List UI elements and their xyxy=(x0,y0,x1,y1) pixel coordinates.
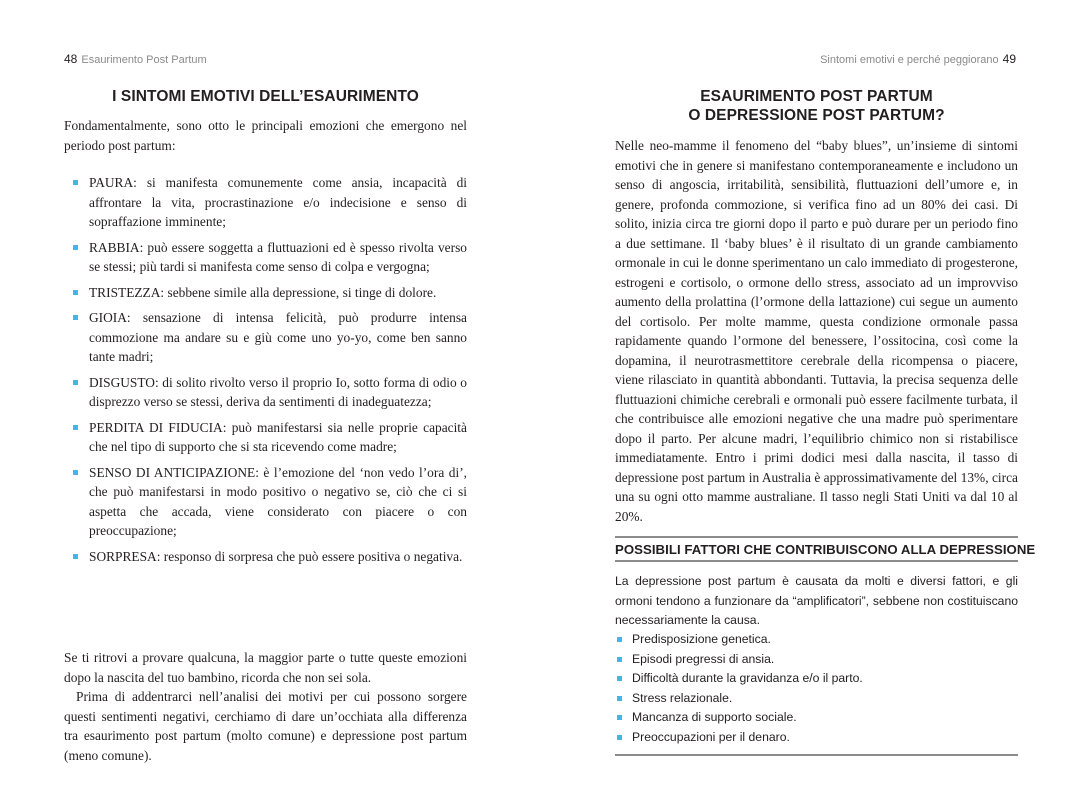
list-item xyxy=(615,728,1018,748)
square-bullet-icon xyxy=(73,554,78,559)
list-item xyxy=(615,630,1018,650)
page-number: 49 xyxy=(1002,52,1016,66)
emotion-description: responso di sorpresa che può essere positiva o negativa. xyxy=(160,548,463,564)
emotion-term: TRISTEZZA: xyxy=(89,284,165,300)
square-bullet-icon xyxy=(73,290,78,295)
emotion-term: SENSO DI ANTICIPAZIONE: xyxy=(89,464,259,480)
closing-text xyxy=(64,648,467,765)
emotion-term: SORPRESA: xyxy=(89,548,161,564)
running-head-title: Esaurimento Post Partum xyxy=(81,54,207,66)
emotion-description: sensazione di intensa felicità, può produrre intensa commozione ma andare su e giù come uno yo-yo, come ben sanno tante madri; xyxy=(89,310,467,364)
heading-line-2: O DEPRESSIONE POST PARTUM? xyxy=(688,107,945,124)
list-item xyxy=(64,418,467,457)
section-heading xyxy=(615,87,1018,125)
closing-paragraph-1: Se ti ritrovi a provare qualcuna, la maggior parte o tutte queste emozioni dopo la nascita del tuo bambino, ricorda che non sei sola. xyxy=(64,650,467,685)
running-head-right xyxy=(820,52,1016,66)
list-item xyxy=(64,308,467,367)
square-bullet-icon xyxy=(73,315,78,320)
square-bullet-icon xyxy=(617,637,622,642)
square-bullet-icon xyxy=(617,735,622,740)
right-page xyxy=(540,0,1080,810)
closing-paragraph-2: Prima di addentrarci nell’analisi dei motivi per cui possono sorgere questi sentimenti negativi, cerchiamo di dare un’occhiata alla differenza tra esaurimento post partum (molto comune) e depressione post partum (meno comune). xyxy=(64,689,467,763)
emotion-term: DISGUSTO: xyxy=(89,374,159,390)
running-head-left xyxy=(64,52,207,66)
body-paragraph: Nelle neo-mamme il fenomeno del “baby blues”, un’insieme di sintomi emotivi che in genere si manifestano contemporaneamente e includono un senso di angoscia, irritabilità, sensibilità, fluttuazioni dell’umore e, in genere, profonda commozione, si verifica fino ad un 80% dei casi. Di solito, inizia circa tre giorni dopo il parto e può durare per un periodo fino a due settimane. Il ‘baby blues’ è il risultato di un grande cambiamento ormonale in cui le donne sperimentano un calo immediato di progesterone, estrogeni e cortisolo, o ormone dello stress, associato ad un improvviso aumento della prolattina (l’ormone della lattazione) cui segue un aumento del cortisolo. Per molte mamme, questa condizione ormonale passa rapidamente quando l’ormone del benessere, l’ossitocina, così come la dopamina, il neurotrasmettitore cerebrale della ricompensa o piacere, viene rilasciato in quantità abbondanti. Tuttavia, la precisa sequenza delle fluttuazioni chimiche cerebrali e ormonali può essere facilmente turbata, il che contribuisce alle emozioni negative che una madre può sperimentare dopo il parto. Per alcune madri, l’equilibrio chimico non si ristabilisce immediatamente. Entro i primi dodici mesi dalla nascita, il tasso di depressione post partum in Australia è approssimativamente del 13%, circa una su ogni otto mamme australiane. Il tasso negli Stati Uniti va dal 10 al 20%. xyxy=(615,138,1018,524)
emotion-description: sebbene simile alla depressione, si tinge di dolore. xyxy=(164,284,437,300)
square-bullet-icon xyxy=(73,380,78,385)
square-bullet-icon xyxy=(617,715,622,720)
list-item xyxy=(64,547,467,567)
factors-box-title: POSSIBILI FATTORI CHE CONTRIBUISCONO ALLA DEPRESSIONE xyxy=(615,536,1018,562)
list-item xyxy=(64,173,467,232)
page-number: 48 xyxy=(64,52,78,66)
square-bullet-icon xyxy=(73,425,78,430)
list-item xyxy=(615,650,1018,670)
factors-list xyxy=(615,630,1018,748)
list-item xyxy=(64,463,467,541)
list-item xyxy=(64,373,467,412)
emotion-description: è l’emozione del ‘non vedo l’ora di’, che può manifestarsi in modo positivo o negativo se, ciò che ci si aspetta che accada, viene considerato con piacere o con preoccupazione; xyxy=(89,464,468,538)
factor-text: Difficoltà durante la gravidanza e/o il parto. xyxy=(632,671,863,686)
factor-text: Preoccupazioni per il denaro. xyxy=(632,729,790,744)
emotion-term: RABBIA: xyxy=(89,239,144,255)
factors-box-text: La depressione post partum è causata da molti e diversi fattori, e gli ormoni tendono a funzionare da “amplificatori”, sebbene non costituiscano necessariamente la causa. xyxy=(615,574,1018,628)
running-head-title: Sintomi emotivi e perché peggiorano xyxy=(820,54,999,66)
emotion-description: può essere soggetta a fluttuazioni ed è spesso rivolta verso se stessi; più tardi si manifesta come senso di colpa e vergogna; xyxy=(89,239,467,274)
square-bullet-icon xyxy=(617,657,622,662)
factor-text: Episodi pregressi di ansia. xyxy=(632,651,775,666)
intro-paragraph: Fondamentalmente, sono otto le principali emozioni che emergono nel periodo post partum: xyxy=(64,118,467,153)
factor-text: Mancanza di supporto sociale. xyxy=(632,710,797,725)
square-bullet-icon xyxy=(617,676,622,681)
list-item xyxy=(615,669,1018,689)
factor-text: Stress relazionale. xyxy=(632,690,733,705)
emotion-term: PAURA: xyxy=(89,175,137,190)
emotions-list xyxy=(64,173,467,572)
list-item xyxy=(615,708,1018,728)
list-item xyxy=(64,238,467,277)
emotion-term: GIOIA: xyxy=(89,310,131,325)
emotion-description: può manifestarsi sia nelle proprie capacità che nel tipo di supporto che si sta ricevendo come madre; xyxy=(89,419,467,454)
emotion-term: PERDITA DI FIDUCIA: xyxy=(89,419,227,435)
factor-text: Predisposizione genetica. xyxy=(632,632,771,646)
box-bottom-rule xyxy=(615,754,1018,756)
heading-line-1: ESAURIMENTO POST PARTUM xyxy=(700,88,933,105)
section-heading: I SINTOMI EMOTIVI DELL’ESAURIMENTO xyxy=(112,88,419,105)
square-bullet-icon xyxy=(617,696,622,701)
list-item xyxy=(615,689,1018,709)
square-bullet-icon xyxy=(73,470,78,475)
list-item xyxy=(64,283,467,303)
emotion-description: di solito rivolto verso il proprio Io, sotto forma di odio o disprezzo verso se stessi, deriva da sentimenti di inadeguatezza; xyxy=(89,374,467,409)
square-bullet-icon xyxy=(73,245,78,250)
emotion-description: si manifesta comunemente come ansia, incapacità di affrontare la vita, procrastinazione e/o indecisione e senso di sopraffazione imminente; xyxy=(89,175,467,229)
square-bullet-icon xyxy=(73,180,78,185)
